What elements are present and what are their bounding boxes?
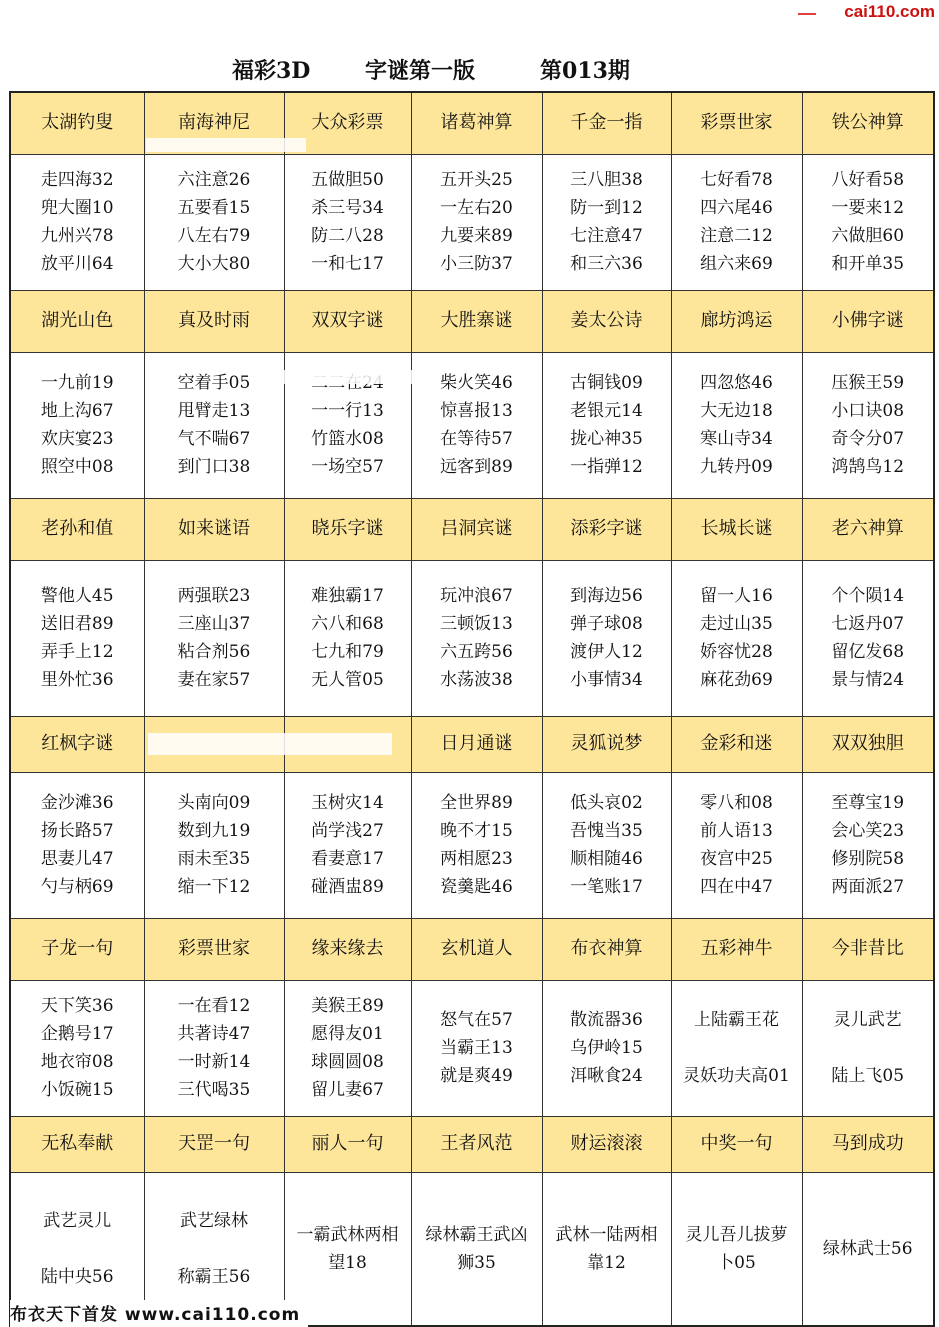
riddle-line: 四忽悠46 [700,373,773,393]
riddle-line: 七注意47 [570,226,643,246]
riddle-line: 照空中08 [40,457,114,477]
page-title [0,54,939,88]
column-title: 彩票世家 [671,92,802,154]
riddle-cell [802,772,934,918]
column-title: 日月通谜 [411,716,542,772]
riddle-cell [284,980,411,1116]
column-title: 子龙一句 [10,918,144,980]
riddle-line: 六八和68 [311,614,384,634]
riddle-cell [144,772,284,918]
riddle-line: 个个陨14 [831,586,905,606]
riddle-line: 防一到12 [570,198,643,218]
riddle-line: 妻在家57 [177,670,251,690]
lottery-name: 福彩3D [232,58,311,84]
riddle-line: 上陆霸王花 [694,1010,779,1030]
column-title: 长城长谜 [671,498,802,560]
riddle-line: 寒山寺34 [700,429,773,449]
riddle-line: 散流器36 [570,1010,643,1030]
column-title: 廊坊鸿运 [671,290,802,352]
riddle-line: 就是爽49 [440,1066,513,1086]
column-title: 中奖一句 [671,1116,802,1172]
column-title: 大众彩票 [284,92,411,154]
riddle-cell [802,980,934,1116]
riddle-line: 勺与柄69 [40,877,114,897]
riddle-line: 顺相随46 [570,849,643,869]
column-title: 五彩神牛 [671,918,802,980]
riddle-line: 四在中47 [700,877,773,897]
riddle-cell [10,772,144,918]
riddle-line: 思妻儿47 [40,849,114,869]
column-title: 玄机道人 [411,918,542,980]
riddle-line: 走四海32 [40,170,114,190]
riddle-line: 小三防37 [440,254,513,274]
riddle-line: 粘合剂56 [177,642,251,662]
riddle-line: 八左右79 [177,226,251,246]
riddle-line: 共著诗47 [177,1024,251,1044]
riddle-line: 晚不才15 [440,821,513,841]
riddle-line: 四六尾46 [700,198,773,218]
riddle-cell [411,560,542,716]
smudge-2 [250,370,420,384]
riddle-line: 两相愿23 [440,849,513,869]
riddle-line: 企鹅号17 [40,1024,114,1044]
riddle-line: 地衣帘08 [40,1052,114,1072]
riddle-line: 玉树灾14 [311,793,384,813]
column-title: 大胜寨谜 [411,290,542,352]
riddle-line: 球圆圆08 [311,1052,384,1072]
riddle-cell [10,560,144,716]
riddle-line: 当霸王13 [440,1038,513,1058]
column-title: 吕洞宾谜 [411,498,542,560]
riddle-line: 武林一陆两相靠12 [555,1224,658,1273]
riddle-line: 到门口38 [177,457,251,477]
riddle-line: 竹篮水08 [311,429,384,449]
riddle-line: 奇令分07 [831,429,905,449]
riddle-line: 甩臂走13 [177,401,251,421]
riddle-line: 玩冲浪67 [440,586,513,606]
column-title: 灵狐说梦 [542,716,671,772]
riddle-line: 三座山37 [177,614,251,634]
riddle-line: 走过山35 [700,614,773,634]
riddle-cell [411,980,542,1116]
riddle-line: 数到九19 [177,821,251,841]
riddle-line: 留儿妻67 [311,1080,384,1100]
riddle-cell [542,154,671,290]
riddle-line: 至尊宝19 [831,793,905,813]
riddle-line: 称霸王56 [177,1266,251,1287]
column-title: 双双字谜 [284,290,411,352]
riddle-line: 渡伊人12 [570,642,643,662]
riddle-line: 和开单35 [831,254,905,274]
riddle-cell [802,352,934,498]
column-title: 今非昔比 [802,918,934,980]
riddle-line: 七九和79 [311,642,384,662]
riddle-line: 杀三号34 [311,198,384,218]
riddle-line: 陆中央56 [40,1266,114,1287]
footer-credit: 布衣天下首发 www.cai110.com [10,1300,308,1327]
riddle-line: 前人语13 [700,821,773,841]
riddle-line: 雨未至35 [177,849,251,869]
riddle-line: 愿得友01 [311,1024,384,1044]
riddle-cell [411,352,542,498]
riddle-line: 缩一下12 [177,877,251,897]
riddle-line: 弄手上12 [40,642,114,662]
column-title: 南海神尼 [144,92,284,154]
riddle-line: 景与情24 [831,670,905,690]
riddle-line: 会心笑23 [831,821,905,841]
riddle-line: 老银元14 [570,401,643,421]
riddle-line: 七返丹07 [831,614,905,634]
riddle-cell [144,980,284,1116]
riddle-line: 三顿饭13 [440,614,513,634]
riddle-line: 一九前19 [40,373,114,393]
riddle-line: 一笔账17 [570,877,643,897]
riddle-line: 警他人45 [40,586,114,606]
riddle-line: 一左右20 [440,198,513,218]
riddle-line: 留亿发68 [831,642,905,662]
column-title: 双双独胆 [802,716,934,772]
riddle-line: 一场空57 [311,457,384,477]
riddle-line: 九要来89 [440,226,513,246]
riddle-line: 一和七17 [311,254,384,274]
riddle-cell [802,560,934,716]
riddle-line: 和三六36 [570,254,643,274]
content-row [10,980,934,1116]
riddle-cell [542,980,671,1116]
riddle-line: 气不喘67 [177,429,251,449]
riddle-cell [411,154,542,290]
column-title: 老孙和值 [10,498,144,560]
riddle-line: 六做胆60 [831,226,905,246]
riddle-line: 六五跨56 [440,642,513,662]
riddle-line: 里外忙36 [40,670,114,690]
riddle-line: 压猴王59 [831,373,905,393]
header-row [10,1116,934,1172]
riddle-cell [671,1172,802,1326]
column-title: 彩票世家 [144,918,284,980]
column-title: 诸葛神算 [411,92,542,154]
riddle-line: 五开头25 [440,170,513,190]
riddle-line: 小饭碗15 [40,1080,114,1100]
riddle-line: 美猴王89 [311,996,384,1016]
riddle-line: 地上沟67 [40,401,114,421]
riddle-line: 九州兴78 [40,226,114,246]
riddle-line: 灵儿武艺 [833,1010,902,1030]
riddle-line: 灵妖功夫高01 [683,1066,790,1086]
riddle-line: 麻花劲69 [700,670,773,690]
riddle-line: 低头哀02 [570,793,643,813]
smudge-1 [146,138,306,152]
riddle-line: 七好看78 [700,170,773,190]
column-title: 红枫字谜 [10,716,144,772]
column-title: 如来谜语 [144,498,284,560]
riddle-line: 一时新14 [177,1052,251,1072]
riddle-line: 拢心神35 [570,429,643,449]
riddle-line: 三代喝35 [177,1080,251,1100]
riddle-cell [802,154,934,290]
riddle-line: 金沙滩36 [40,793,114,813]
column-title: 太湖钓叟 [10,92,144,154]
riddle-line: 两面派27 [831,877,905,897]
column-title: 丽人一句 [284,1116,411,1172]
riddle-line: 鸿鹄鸟12 [831,457,905,477]
riddle-line: 两强联23 [177,586,251,606]
riddle-line: 绿林武士56 [822,1238,913,1259]
header-row [10,498,934,560]
content-row [10,352,934,498]
riddle-line: 一在看12 [177,996,251,1016]
riddle-cell [10,980,144,1116]
riddle-line: 一指弹12 [570,457,643,477]
riddle-table [9,91,935,1327]
riddle-line: 远客到89 [440,457,513,477]
header-row [10,918,934,980]
column-title: 无私奉献 [10,1116,144,1172]
riddle-cell [671,980,802,1116]
riddle-line: 一一行13 [311,401,384,421]
riddle-line: 注意二12 [700,226,773,246]
riddle-line: 留一人16 [700,586,773,606]
riddle-line: 小事情34 [570,670,643,690]
riddle-cell [671,560,802,716]
riddle-line: 陆上飞05 [831,1066,905,1086]
column-title: 天罡一句 [144,1116,284,1172]
header-row [10,290,934,352]
riddle-cell [411,772,542,918]
riddle-line: 绿林霸王武凶狮35 [425,1224,528,1273]
riddle-line: 碰酒盅89 [311,877,384,897]
riddle-line: 兜大圈10 [40,198,114,218]
riddle-line: 修别院58 [831,849,905,869]
riddle-line: 天下笑36 [40,996,114,1016]
riddle-cell [284,560,411,716]
riddle-cell [411,1172,542,1326]
content-row [10,154,934,290]
riddle-line: 空着手05 [177,373,251,393]
riddle-line: 放平川64 [40,254,114,274]
riddle-line: 到海边56 [570,586,643,606]
riddle-line: 难独霸17 [311,586,384,606]
riddle-line: 武艺绿林 [180,1210,248,1231]
riddle-line: 惊喜报13 [440,401,513,421]
riddle-line: 组六来69 [700,254,773,274]
riddle-cell [144,560,284,716]
riddle-line: 无人管05 [311,670,384,690]
riddle-line: 柴火笑46 [440,373,513,393]
riddle-cell [802,1172,934,1326]
riddle-line: 灵儿吾儿拔萝卜05 [685,1224,788,1273]
riddle-line: 大无边18 [700,401,773,421]
issue-number: 第013期 [540,58,630,84]
riddle-line: 九转丹09 [700,457,773,477]
smudge-3 [148,733,392,755]
column-title: 缘来缘去 [284,918,411,980]
riddle-cell [542,1172,671,1326]
riddle-cell [10,154,144,290]
riddle-cell [284,154,411,290]
riddle-line: 瓷羹匙46 [440,877,513,897]
riddle-cell [542,560,671,716]
riddle-cell [671,352,802,498]
riddle-cell [542,352,671,498]
riddle-cell [10,352,144,498]
riddle-line: 武艺灵儿 [43,1210,112,1231]
riddle-line: 怒气在57 [440,1010,513,1030]
column-title: 财运滚滚 [542,1116,671,1172]
riddle-line: 扬长路57 [40,821,114,841]
column-title: 铁公神算 [802,92,934,154]
riddle-cell [542,772,671,918]
column-title: 湖光山色 [10,290,144,352]
riddle-line: 零八和08 [700,793,773,813]
riddle-line: 尚学浅27 [311,821,384,841]
corner-line [798,13,816,15]
column-title: 小佛字谜 [802,290,934,352]
column-title: 添彩字谜 [542,498,671,560]
riddle-line: 五做胆50 [311,170,384,190]
content-row [10,560,934,716]
column-title: 晓乐字谜 [284,498,411,560]
riddle-line: 头南向09 [177,793,251,813]
riddle-cell [671,154,802,290]
riddle-line: 弹子球08 [570,614,643,634]
riddle-line: 五要看15 [177,198,251,218]
riddle-line: 八好看58 [831,170,905,190]
column-title: 千金一指 [542,92,671,154]
column-title: 王者风范 [411,1116,542,1172]
riddle-line: 小口诀08 [831,401,905,421]
riddle-cell [144,154,284,290]
riddle-cell [671,772,802,918]
riddle-line: 送旧君89 [40,614,114,634]
column-title: 老六神算 [802,498,934,560]
column-title: 真及时雨 [144,290,284,352]
riddle-line: 三八胆38 [570,170,643,190]
riddle-line: 六注意26 [177,170,251,190]
riddle-line: 吾愧当35 [570,821,643,841]
column-title: 马到成功 [802,1116,934,1172]
riddle-line: 大小大80 [177,254,251,274]
riddle-line: 一要来12 [831,198,905,218]
content-row [10,772,934,918]
riddle-line: 洱啾食24 [570,1066,643,1086]
riddle-line: 夜宫中25 [700,849,773,869]
riddle-line: 全世界89 [440,793,513,813]
riddle-line: 欢庆宴23 [40,429,114,449]
riddle-line: 古铜钱09 [570,373,643,393]
riddle-line: 娇容忧28 [700,642,773,662]
edition-name: 字谜第一版 [365,58,476,84]
riddle-line: 看妻意17 [311,849,384,869]
column-title: 金彩和迷 [671,716,802,772]
riddle-line: 在等待57 [440,429,513,449]
column-title: 布衣神算 [542,918,671,980]
column-title: 姜太公诗 [542,290,671,352]
riddle-cell [284,772,411,918]
riddle-line: 防二八28 [311,226,384,246]
riddle-line: 一霸武林两相望18 [296,1224,399,1273]
site-watermark: cai110.com [844,2,935,21]
riddle-line: 乌伊岭15 [570,1038,643,1058]
riddle-line: 水荡波38 [440,670,513,690]
